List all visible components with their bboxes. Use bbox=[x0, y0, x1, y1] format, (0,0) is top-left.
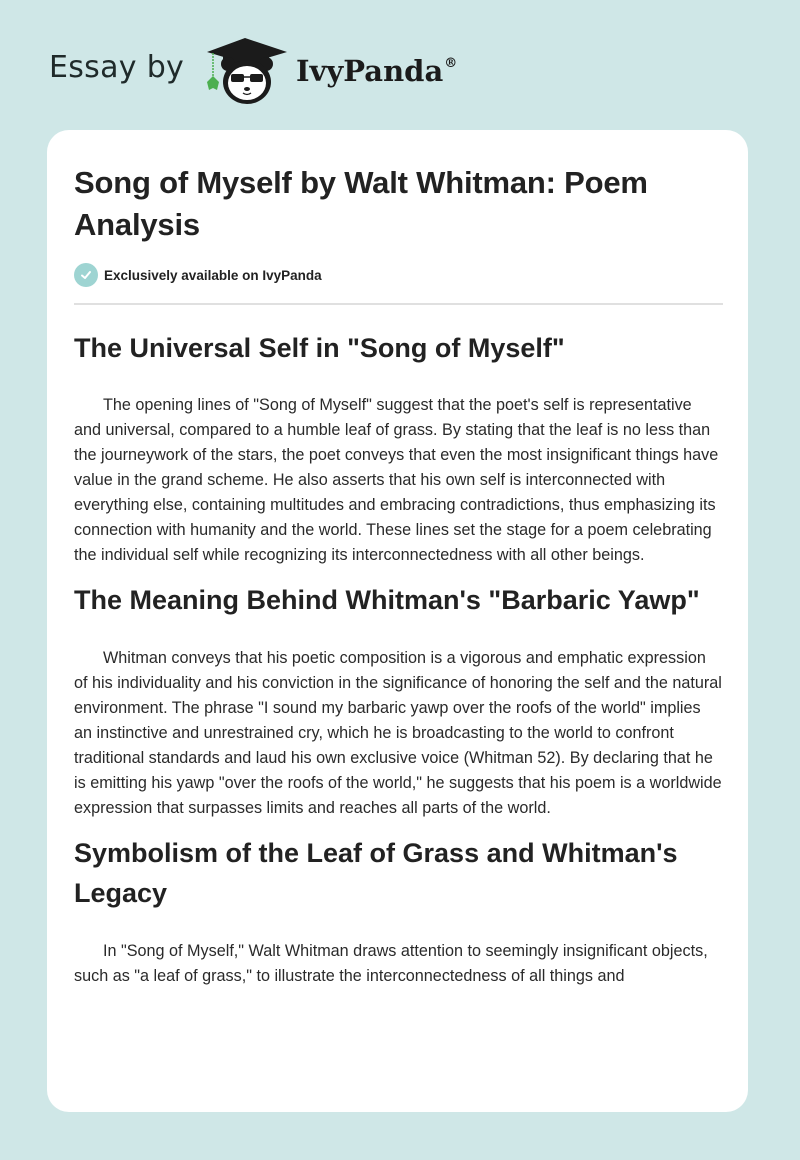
essay-content bbox=[74, 162, 723, 989]
registered-mark: ® bbox=[444, 56, 458, 71]
section-paragraph: The opening lines of "Song of Myself" suggest that the poet's self is representative and universal, compared to a humble leaf of grass. By stating that the leaf is no less than the journeywork of the stars, the poet conveys that even the most insignificant things have value in the grand scheme. He also asserts that his own self is interconnected with everything else, containing multitudes and embracing contradictions, thus emphasizing its connection with humanity and the world. These lines set the stage for a poem celebrating the individual self while recognizing its interconnectedness with all other beings. bbox=[74, 396, 719, 564]
essay-by-label: Essay by bbox=[49, 50, 185, 85]
section-heading: The Universal Self in "Song of Myself" bbox=[74, 333, 565, 363]
section-paragraph: Whitman conveys that his poetic composition is a vigorous and emphatic expression of his individuality and his conviction in the significance of honoring the self and the natural environment. The phrase "I sound my barbaric yawp over the roofs of the world" implies an instinctive and unrestrained cry, which he is broadcasting to the world to confront traditional standards and laud his own exclusive voice (Whitman 52). By declaring that he is emitting his yawp "over the roofs of the world," he suggests that his poem is a worldwide expression that surpasses limits and reaches all parts of the world. bbox=[74, 649, 722, 817]
panda-graduate-icon[interactable] bbox=[203, 36, 291, 108]
section-heading: Symbolism of the Leaf of Grass and Whitman's Legacy bbox=[74, 838, 678, 908]
page-title: Song of Myself by Walt Whitman: Poem Analysis bbox=[74, 165, 648, 242]
check-circle-icon bbox=[74, 263, 98, 287]
section-paragraph: In "Song of Myself," Walt Whitman draws attention to seemingly insignificant objects, such as "a leaf of grass," to illustrate the interconnectedness of all things and bbox=[74, 942, 708, 985]
brand-name[interactable] bbox=[296, 54, 457, 88]
divider bbox=[74, 303, 723, 305]
brand-text: IvyPanda bbox=[296, 54, 444, 88]
section-heading: The Meaning Behind Whitman's "Barbaric Yawp" bbox=[74, 585, 700, 615]
site-header bbox=[0, 0, 800, 130]
exclusive-badge bbox=[74, 260, 723, 290]
badge-text: Exclusively available on IvyPanda bbox=[104, 267, 322, 283]
essay-card bbox=[47, 130, 748, 1112]
